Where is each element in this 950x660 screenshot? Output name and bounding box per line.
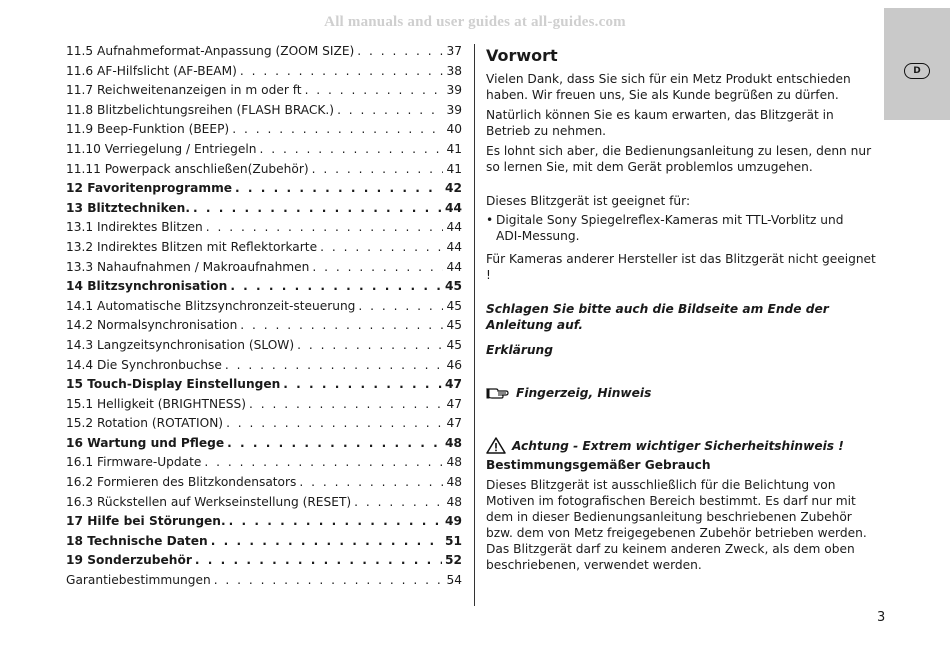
intro-paragraph: Es lohnt sich aber, die Bedienungsanleitung zu lesen, denn nur so lernen Sie, mit dem Gerät problemlos umzugehen. — [486, 144, 872, 174]
toc-entry[interactable] — [66, 416, 462, 436]
toc-entry-title: 13.2 Indirektes Blitzen mit Reflektorkarte — [66, 239, 318, 254]
toc-dot-leader — [354, 495, 443, 509]
toc-dot-leader — [357, 44, 443, 58]
toc-entry-title: 11.6 AF-Hilfslicht (AF-BEAM) — [66, 63, 237, 78]
toc-dot-leader — [230, 279, 442, 293]
toc-dot-leader — [283, 377, 442, 391]
toc-entry-page: 39 — [446, 83, 462, 98]
toc-entry-page: 41 — [446, 161, 462, 176]
toc-entry[interactable] — [66, 299, 462, 319]
toc-entry-page: 44 — [446, 259, 462, 274]
toc-entry[interactable] — [66, 162, 462, 182]
toc-entry-title: 17 Hilfe bei Störungen. — [66, 514, 226, 529]
toc-entry[interactable] — [66, 122, 462, 142]
toc-entry[interactable] — [66, 142, 462, 162]
toc-entry-title: 13.1 Indirektes Blitzen — [66, 220, 203, 235]
toc-entry-page: 38 — [446, 63, 462, 78]
toc-entry[interactable] — [66, 534, 462, 554]
toc-entry-page: 46 — [446, 357, 462, 372]
other-makers-note: Für Kameras anderer Hersteller ist das Blitzgerät nicht geeignet ! — [486, 252, 876, 282]
toc-entry-title: 15 Touch-Display Einstellungen — [66, 377, 281, 392]
toc-entry[interactable] — [66, 44, 462, 64]
toc-entry-title: 14.2 Normalsynchronisation — [66, 318, 238, 333]
toc-entry[interactable] — [66, 475, 462, 495]
watermark: All manuals and user guides at all-guides.com — [324, 14, 626, 30]
toc-dot-leader — [312, 162, 444, 176]
intended-use-title: Bestimmungsgemäßer Gebrauch — [486, 458, 711, 472]
bullet-text: Digitale Sony Spiegelreflex-Kameras mit TTL-Vorblitz und — [496, 213, 844, 227]
toc-dot-leader — [299, 475, 443, 489]
toc-dot-leader — [358, 299, 443, 313]
toc-entry-page: 45 — [446, 337, 462, 352]
toc-entry-page: 39 — [446, 102, 462, 117]
hint-label: Fingerzeig, Hinweis — [516, 386, 652, 400]
toc-entry-title: 16.2 Formieren des Blitzkondensators — [66, 475, 297, 490]
language-badge: D — [904, 63, 930, 79]
toc-entry-title: 19 Sonderzubehör — [66, 553, 192, 568]
toc-entry-title: 15.1 Helligkeit (BRIGHTNESS) — [66, 396, 247, 411]
toc-entry-page: 51 — [445, 533, 462, 548]
toc-dot-leader — [259, 142, 443, 156]
toc-entry[interactable] — [66, 495, 462, 515]
toc-entry-title: 14.3 Langzeitsynchronisation (SLOW) — [66, 337, 295, 352]
toc-dot-leader — [206, 220, 444, 234]
toc-entry-page: 54 — [446, 573, 462, 588]
bullet-item-continued — [486, 228, 880, 244]
bullet-item — [486, 212, 880, 228]
toc-entry-page: 47 — [446, 396, 462, 411]
suitable-label: Dieses Blitzgerät ist geeignet für: — [486, 194, 691, 208]
toc-entry-title: 14 Blitzsynchronisation — [66, 279, 228, 294]
toc-dot-leader — [312, 260, 443, 274]
toc-entry-title: 11.7 Reichweitenanzeigen in m oder ft — [66, 83, 302, 98]
foreword-section — [486, 46, 880, 573]
toc-entry-page: 45 — [446, 298, 462, 313]
toc-entry[interactable] — [66, 64, 462, 84]
intro-paragraph: Natürlich können Sie es kaum erwarten, das Blitzgerät in Betrieb zu nehmen. — [486, 108, 834, 138]
toc-dot-leader — [337, 103, 443, 117]
toc-entry-title: 14.1 Automatische Blitzsynchronzeit-steuerung — [66, 298, 356, 313]
toc-entry[interactable] — [66, 436, 462, 456]
language-tab — [884, 8, 950, 120]
toc-dot-leader — [225, 358, 444, 372]
toc-entry[interactable] — [66, 318, 462, 338]
toc-entry-page: 47 — [445, 377, 462, 392]
hint-legend — [486, 385, 880, 401]
warning-label: Achtung - Extrem wichtiger Sicherheitshinweis ! — [512, 438, 844, 453]
toc-entry[interactable] — [66, 240, 462, 260]
toc-entry-page: 48 — [446, 475, 462, 490]
toc-entry[interactable] — [66, 279, 462, 299]
toc-entry-page: 47 — [446, 416, 462, 431]
toc-dot-leader — [227, 436, 442, 450]
toc-entry[interactable] — [66, 553, 462, 573]
toc-entry-title: 16 Wartung und Pflege — [66, 435, 225, 450]
toc-entry-title: Garantiebestimmungen — [66, 573, 211, 588]
toc-entry[interactable] — [66, 514, 462, 534]
toc-entry-title: 11.10 Verriegelung / Entriegeln — [66, 141, 257, 156]
toc-entry[interactable] — [66, 201, 462, 221]
toc-entry-page: 40 — [446, 122, 462, 137]
warning-legend — [486, 437, 880, 454]
toc-entry[interactable] — [66, 181, 462, 201]
toc-dot-leader — [195, 553, 442, 567]
toc-entry-page: 44 — [446, 220, 462, 235]
toc-entry[interactable] — [66, 220, 462, 240]
toc-entry-page: 37 — [446, 44, 462, 58]
toc-entry-title: 11.8 Blitzbelichtungsreihen (FLASH BRACK.) — [66, 102, 335, 117]
toc-entry-title: 11.11 Powerpack anschließen(Zubehör) — [66, 161, 309, 176]
legend-title: Erklärung — [486, 343, 553, 357]
toc-dot-leader — [226, 416, 443, 430]
toc-entry-page: 45 — [446, 318, 462, 333]
toc-entry-page: 52 — [445, 553, 462, 568]
toc-entry-page: 49 — [445, 514, 462, 529]
toc-dot-leader — [235, 181, 442, 195]
table-of-contents — [66, 44, 462, 593]
toc-entry-title: 11.9 Beep-Funktion (BEEP) — [66, 122, 230, 137]
toc-entry-title: 16.1 Firmware-Update — [66, 455, 202, 470]
toc-entry-title: 18 Technische Daten — [66, 533, 208, 548]
intended-use-text: Das Blitzgerät darf zu keinem anderen Zweck, als dem oben beschriebenen, verwendet werden. — [486, 542, 855, 572]
toc-dot-leader — [232, 122, 443, 136]
toc-entry[interactable] — [66, 103, 462, 123]
toc-entry[interactable] — [66, 455, 462, 475]
pointing-hand-icon — [486, 385, 510, 401]
bullet-text: ADI-Messung. — [496, 229, 580, 243]
toc-entry-page: 44 — [446, 239, 462, 254]
toc-dot-leader — [214, 573, 444, 587]
toc-entry-title: 12 Favoritenprogramme — [66, 181, 233, 196]
toc-dot-leader — [240, 318, 443, 332]
toc-entry[interactable] — [66, 260, 462, 280]
toc-entry-page: 41 — [446, 141, 462, 156]
toc-entry[interactable] — [66, 83, 462, 103]
toc-entry-title: 13.3 Nahaufnahmen / Makroaufnahmen — [66, 259, 310, 274]
toc-dot-leader — [240, 64, 444, 78]
warning-triangle-icon — [486, 437, 506, 454]
section-heading: Vorwort — [486, 46, 558, 65]
toc-dot-leader — [211, 534, 442, 548]
toc-entry[interactable] — [66, 358, 462, 378]
toc-entry-title: 11.5 Aufnahmeformat-Anpassung (ZOOM SIZE) — [66, 44, 355, 58]
toc-entry[interactable] — [66, 397, 462, 417]
toc-dot-leader — [249, 397, 443, 411]
toc-entry-title: 13 Blitztechniken. — [66, 200, 190, 215]
toc-entry-page: 48 — [446, 494, 462, 509]
toc-dot-leader — [305, 83, 444, 97]
page-number: 3 — [877, 610, 886, 625]
toc-dot-leader — [193, 201, 442, 215]
toc-dot-leader — [204, 455, 443, 469]
toc-dot-leader — [320, 240, 443, 254]
intro-paragraph: Vielen Dank, dass Sie sich für ein Metz Produkt entschieden haben. Wir freuen uns, Sie als Kunde begrüßen zu dürfen. — [486, 72, 851, 102]
toc-entry-title: 15.2 Rotation (ROTATION) — [66, 416, 224, 431]
toc-dot-leader — [229, 514, 442, 528]
intended-use-text: Dieses Blitzgerät ist ausschließlich für die Belichtung von Motiven im fotografischen Bereich bestimmt. Es darf nur mit dem in dieser Bedienungsanleitung beschriebenen Zubehör bzw. dem von Metz freigegebenen Zubehör betrieben werden. — [486, 478, 867, 540]
column-divider — [474, 44, 475, 606]
toc-entry-page: 48 — [445, 435, 462, 450]
bullet-icon: • — [486, 213, 494, 227]
toc-entry[interactable] — [66, 573, 462, 593]
toc-entry-page: 45 — [445, 279, 462, 294]
toc-entry[interactable] — [66, 377, 462, 397]
see-images-note: Schlagen Sie bitte auch die Bildseite am Ende der Anleitung auf. — [486, 302, 829, 332]
toc-entry-page: 42 — [445, 181, 462, 196]
toc-dot-leader — [297, 338, 443, 352]
toc-entry-page: 44 — [445, 200, 462, 215]
toc-entry[interactable] — [66, 338, 462, 358]
toc-entry-title: 16.3 Rückstellen auf Werkseinstellung (RESET) — [66, 494, 352, 509]
toc-entry-page: 48 — [446, 455, 462, 470]
toc-entry-title: 14.4 Die Synchronbuchse — [66, 357, 222, 372]
